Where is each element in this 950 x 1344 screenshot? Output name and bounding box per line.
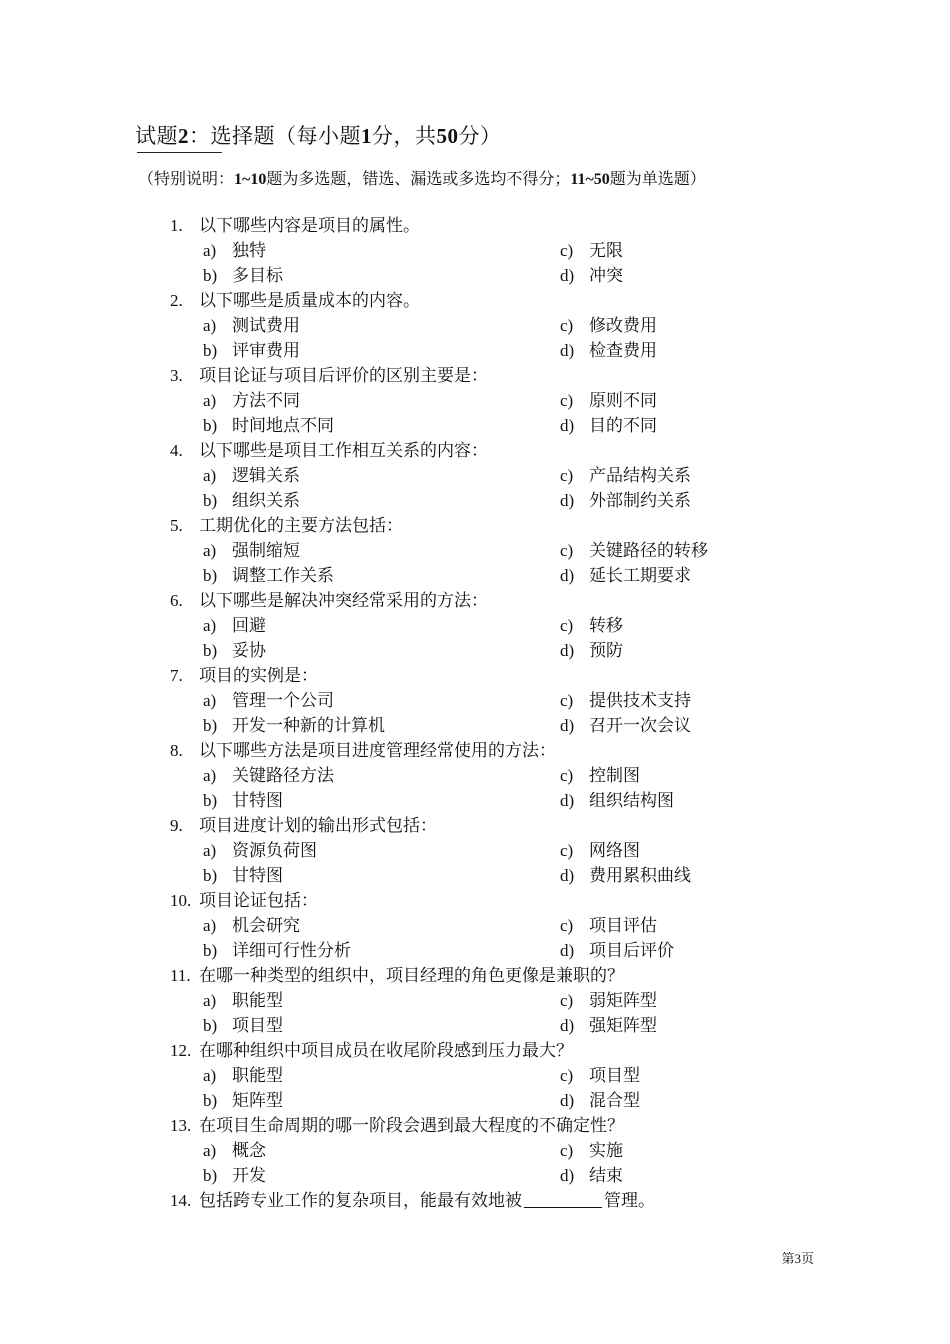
option-c[interactable] (560, 763, 640, 789)
option-letter: d) (560, 1091, 575, 1110)
option-a[interactable] (203, 238, 266, 264)
option-letter: d) (560, 1166, 575, 1185)
option-text: 原则不同 (589, 391, 657, 411)
option-b[interactable] (203, 563, 334, 589)
option-text: 强矩阵型 (589, 1016, 657, 1036)
option-b[interactable] (203, 488, 300, 514)
option-text: 时间地点不同 (232, 416, 334, 436)
question-item (170, 1113, 830, 1188)
option-letter: d) (560, 341, 575, 360)
option-letter: d) (560, 866, 575, 885)
question-item (170, 363, 830, 438)
option-d[interactable] (560, 338, 657, 364)
question-stem (170, 1038, 830, 1063)
option-c[interactable] (560, 913, 657, 939)
option-a[interactable] (203, 763, 334, 789)
option-text: 概念 (232, 1141, 266, 1161)
option-text: 职能型 (232, 1066, 283, 1086)
question-text: 以下哪些内容是项目的属性。 (199, 216, 420, 236)
option-b[interactable] (203, 713, 385, 739)
option-row (170, 613, 830, 638)
option-letter: c) (560, 241, 574, 260)
option-letter: b) (203, 941, 218, 960)
option-d[interactable] (560, 563, 691, 589)
question-item (170, 588, 830, 663)
option-a[interactable] (203, 913, 300, 939)
question-number: 6. (170, 591, 183, 610)
option-row (170, 538, 830, 563)
option-text: 多目标 (232, 266, 283, 286)
option-letter: d) (560, 491, 575, 510)
option-row (170, 563, 830, 588)
option-text: 关键路径的转移 (589, 541, 708, 561)
option-text: 矩阵型 (232, 1091, 283, 1111)
question-item (170, 288, 830, 363)
question-stem (170, 813, 830, 838)
option-letter: b) (203, 566, 218, 585)
option-text: 产品结构关系 (589, 466, 691, 486)
option-letter: a) (203, 916, 217, 935)
option-b[interactable] (203, 338, 300, 364)
option-a[interactable] (203, 313, 300, 339)
question-number: 8. (170, 741, 183, 760)
option-b[interactable] (203, 263, 283, 289)
option-text: 外部制约关系 (589, 491, 691, 511)
option-letter: c) (560, 991, 574, 1010)
title-end: 分） (458, 124, 502, 148)
question-text: 以下哪些是项目工作相互关系的内容： (199, 441, 488, 461)
question-stem (170, 1113, 830, 1138)
option-c[interactable] (560, 613, 623, 639)
question-number: 4. (170, 441, 183, 460)
title-prefix: 试题 (135, 124, 178, 148)
option-letter: d) (560, 416, 575, 435)
option-letter: a) (203, 766, 217, 785)
option-text: 机会研究 (232, 916, 300, 936)
question-number: 10. (170, 891, 192, 910)
option-d[interactable] (560, 1013, 657, 1039)
option-text: 组织结构图 (589, 791, 674, 811)
question-item (170, 438, 830, 513)
option-b[interactable] (203, 638, 266, 664)
option-row (170, 1063, 830, 1088)
option-letter: c) (560, 691, 574, 710)
question-item (170, 663, 830, 738)
question-stem (170, 288, 830, 313)
option-row (170, 763, 830, 788)
option-c[interactable] (560, 688, 691, 714)
option-row (170, 1088, 830, 1113)
option-letter: d) (560, 941, 575, 960)
question-item (170, 738, 830, 813)
option-letter: d) (560, 791, 575, 810)
option-letter: a) (203, 316, 217, 335)
question-stem (170, 963, 830, 988)
option-row (170, 688, 830, 713)
option-d[interactable] (560, 1163, 623, 1189)
option-row (170, 938, 830, 963)
option-letter: b) (203, 641, 218, 660)
option-text: 项目后评价 (589, 941, 674, 961)
option-letter: a) (203, 1066, 217, 1085)
option-text: 逻辑关系 (232, 466, 300, 486)
option-letter: a) (203, 991, 217, 1010)
question-item (170, 888, 830, 963)
question-number: 2. (170, 291, 183, 310)
option-text: 项目型 (589, 1066, 640, 1086)
option-row (170, 463, 830, 488)
option-b[interactable] (203, 1088, 283, 1114)
option-d[interactable] (560, 263, 623, 289)
question-number: 7. (170, 666, 183, 685)
option-letter: c) (560, 616, 574, 635)
section-title (135, 120, 502, 150)
page-number: 第3页 (781, 1251, 814, 1266)
option-text: 妥协 (232, 641, 266, 661)
option-c[interactable] (560, 238, 623, 264)
option-a[interactable] (203, 838, 317, 864)
option-letter: b) (203, 791, 218, 810)
question-item (170, 213, 830, 288)
question-text: 以下哪些是解决冲突经常采用的方法： (199, 591, 488, 611)
question-stem (170, 588, 830, 613)
option-letter: b) (203, 1166, 218, 1185)
option-text: 项目评估 (589, 916, 657, 936)
option-text: 项目型 (232, 1016, 283, 1036)
question-stem (170, 663, 830, 688)
option-row (170, 713, 830, 738)
option-text: 甘特图 (232, 866, 283, 886)
option-text: 无限 (589, 241, 623, 261)
option-d[interactable] (560, 413, 657, 439)
question-stem (170, 513, 830, 538)
question-text-end: 管理。 (604, 1191, 655, 1211)
note-range2: 11~50 (570, 171, 610, 188)
option-text: 开发 (232, 1166, 266, 1186)
option-c[interactable] (560, 988, 657, 1014)
question-text: 在哪一种类型的组织中，项目经理的角色更像是兼职的？ (199, 966, 624, 986)
option-letter: c) (560, 541, 574, 560)
question-stem (170, 438, 830, 463)
option-row (170, 838, 830, 863)
question-number: 11. (170, 966, 191, 985)
option-letter: d) (560, 266, 575, 285)
option-text: 延长工期要求 (589, 566, 691, 586)
option-letter: d) (560, 566, 575, 585)
option-letter: c) (560, 466, 574, 485)
question-number: 14. (170, 1191, 192, 1210)
option-letter: c) (560, 1141, 574, 1160)
option-a[interactable] (203, 688, 334, 714)
option-row (170, 988, 830, 1013)
option-a[interactable] (203, 613, 266, 639)
question-text: 包括跨专业工作的复杂项目，能最有效地被 (199, 1191, 522, 1211)
option-c[interactable] (560, 313, 657, 339)
option-b[interactable] (203, 863, 283, 889)
option-letter: a) (203, 541, 217, 560)
title-total: 50 (436, 124, 459, 148)
question-text: 以下哪些方法是项目进度管理经常使用的方法： (199, 741, 556, 761)
option-a[interactable] (203, 463, 300, 489)
option-text: 转移 (589, 616, 623, 636)
option-text: 混合型 (589, 1091, 640, 1111)
option-text: 检查费用 (589, 341, 657, 361)
question-text: 项目的实例是： (199, 666, 318, 686)
note-part2: 题为多选题，错选、漏选或多选均不得分； (266, 169, 571, 188)
option-row (170, 263, 830, 288)
option-text: 职能型 (232, 991, 283, 1011)
option-letter: b) (203, 1016, 218, 1035)
question-number: 9. (170, 816, 183, 835)
option-text: 测试费用 (232, 316, 300, 336)
question-text: 以下哪些是质量成本的内容。 (199, 291, 420, 311)
option-a[interactable] (203, 538, 300, 564)
option-text: 评审费用 (232, 341, 300, 361)
option-letter: a) (203, 1141, 217, 1160)
question-number: 13. (170, 1116, 192, 1135)
option-text: 修改费用 (589, 316, 657, 336)
option-text: 资源负荷图 (232, 841, 317, 861)
option-d[interactable] (560, 788, 674, 814)
option-text: 调整工作关系 (232, 566, 334, 586)
question-number: 1. (170, 216, 183, 235)
option-d[interactable] (560, 1088, 640, 1114)
option-c[interactable] (560, 1063, 640, 1089)
option-letter: b) (203, 416, 218, 435)
option-text: 控制图 (589, 766, 640, 786)
title-main: ：选择题（每小题 (189, 124, 361, 148)
question-text: 在项目生命周期的哪一阶段会遇到最大程度的不确定性？ (199, 1116, 624, 1136)
question-item (170, 813, 830, 888)
question-stem (170, 1188, 830, 1213)
title-underline (137, 152, 222, 153)
option-text: 提供技术支持 (589, 691, 691, 711)
question-text: 项目论证与项目后评价的区别主要是： (199, 366, 488, 386)
option-letter: c) (560, 916, 574, 935)
question-item (170, 513, 830, 588)
option-letter: d) (560, 1016, 575, 1035)
option-row (170, 1013, 830, 1038)
option-a[interactable] (203, 1063, 283, 1089)
option-row (170, 388, 830, 413)
option-d[interactable] (560, 938, 674, 964)
option-text: 弱矩阵型 (589, 991, 657, 1011)
option-row (170, 788, 830, 813)
option-letter: a) (203, 616, 217, 635)
special-note (138, 166, 706, 189)
option-a[interactable] (203, 988, 283, 1014)
option-text: 关键路径方法 (232, 766, 334, 786)
option-text: 独特 (232, 241, 266, 261)
option-row (170, 413, 830, 438)
title-points: 1 (361, 124, 372, 148)
option-letter: c) (560, 391, 574, 410)
option-text: 费用累积曲线 (589, 866, 691, 886)
option-a[interactable] (203, 388, 300, 414)
option-b[interactable] (203, 938, 351, 964)
question-text: 工期优化的主要方法包括： (199, 516, 403, 536)
option-c[interactable] (560, 1138, 623, 1164)
option-letter: b) (203, 341, 218, 360)
option-text: 管理一个公司 (232, 691, 334, 711)
option-row (170, 488, 830, 513)
option-letter: c) (560, 766, 574, 785)
option-row (170, 638, 830, 663)
option-letter: c) (560, 1066, 574, 1085)
option-letter: b) (203, 491, 218, 510)
option-letter: b) (203, 1091, 218, 1110)
option-text: 网络图 (589, 841, 640, 861)
option-text: 组织关系 (232, 491, 300, 511)
option-row (170, 863, 830, 888)
option-d[interactable] (560, 863, 691, 889)
option-letter: b) (203, 866, 218, 885)
option-text: 强制缩短 (232, 541, 300, 561)
option-b[interactable] (203, 413, 334, 439)
question-text: 项目论证包括： (199, 891, 318, 911)
question-number: 12. (170, 1041, 192, 1060)
question-stem (170, 363, 830, 388)
option-d[interactable] (560, 488, 691, 514)
option-letter: a) (203, 241, 217, 260)
option-row (170, 913, 830, 938)
option-letter: a) (203, 391, 217, 410)
option-b[interactable] (203, 1013, 283, 1039)
note-part1: （特别说明： (138, 169, 235, 188)
option-row (170, 338, 830, 363)
option-a[interactable] (203, 1138, 266, 1164)
option-d[interactable] (560, 638, 623, 664)
note-range1: 1~10 (234, 171, 267, 188)
question-item (170, 963, 830, 1038)
option-text: 目的不同 (589, 416, 657, 436)
answer-blank[interactable] (524, 1189, 602, 1208)
option-text: 召开一次会议 (589, 716, 691, 736)
option-text: 回避 (232, 616, 266, 636)
option-row (170, 1138, 830, 1163)
option-letter: d) (560, 716, 575, 735)
question-stem (170, 738, 830, 763)
title-section-number: 2 (178, 124, 189, 148)
option-letter: c) (560, 316, 574, 335)
option-row (170, 238, 830, 263)
option-c[interactable] (560, 838, 640, 864)
option-text: 预防 (589, 641, 623, 661)
option-row (170, 313, 830, 338)
option-text: 详细可行性分析 (232, 941, 351, 961)
question-stem (170, 213, 830, 238)
question-text: 在哪种组织中项目成员在收尾阶段感到压力最大？ (199, 1041, 573, 1061)
option-c[interactable] (560, 538, 708, 564)
option-row (170, 1163, 830, 1188)
option-text: 方法不同 (232, 391, 300, 411)
option-letter: b) (203, 266, 218, 285)
option-letter: a) (203, 691, 217, 710)
question-text: 项目进度计划的输出形式包括： (199, 816, 437, 836)
option-b[interactable] (203, 1163, 266, 1189)
option-letter: b) (203, 716, 218, 735)
note-part3: 题为单选题） (609, 169, 706, 188)
option-text: 结束 (589, 1166, 623, 1186)
option-c[interactable] (560, 463, 691, 489)
option-letter: d) (560, 641, 575, 660)
option-d[interactable] (560, 713, 691, 739)
question-item (170, 1038, 830, 1113)
option-letter: a) (203, 841, 217, 860)
option-text: 开发一种新的计算机 (232, 716, 385, 736)
title-mid: 分，共 (372, 124, 437, 148)
question-number: 3. (170, 366, 183, 385)
question-number: 5. (170, 516, 183, 535)
option-letter: c) (560, 841, 574, 860)
option-c[interactable] (560, 388, 657, 414)
option-text: 冲突 (589, 266, 623, 286)
question-stem (170, 888, 830, 913)
option-b[interactable] (203, 788, 283, 814)
option-text: 甘特图 (232, 791, 283, 811)
option-text: 实施 (589, 1141, 623, 1161)
question-list (170, 213, 830, 1213)
option-letter: a) (203, 466, 217, 485)
